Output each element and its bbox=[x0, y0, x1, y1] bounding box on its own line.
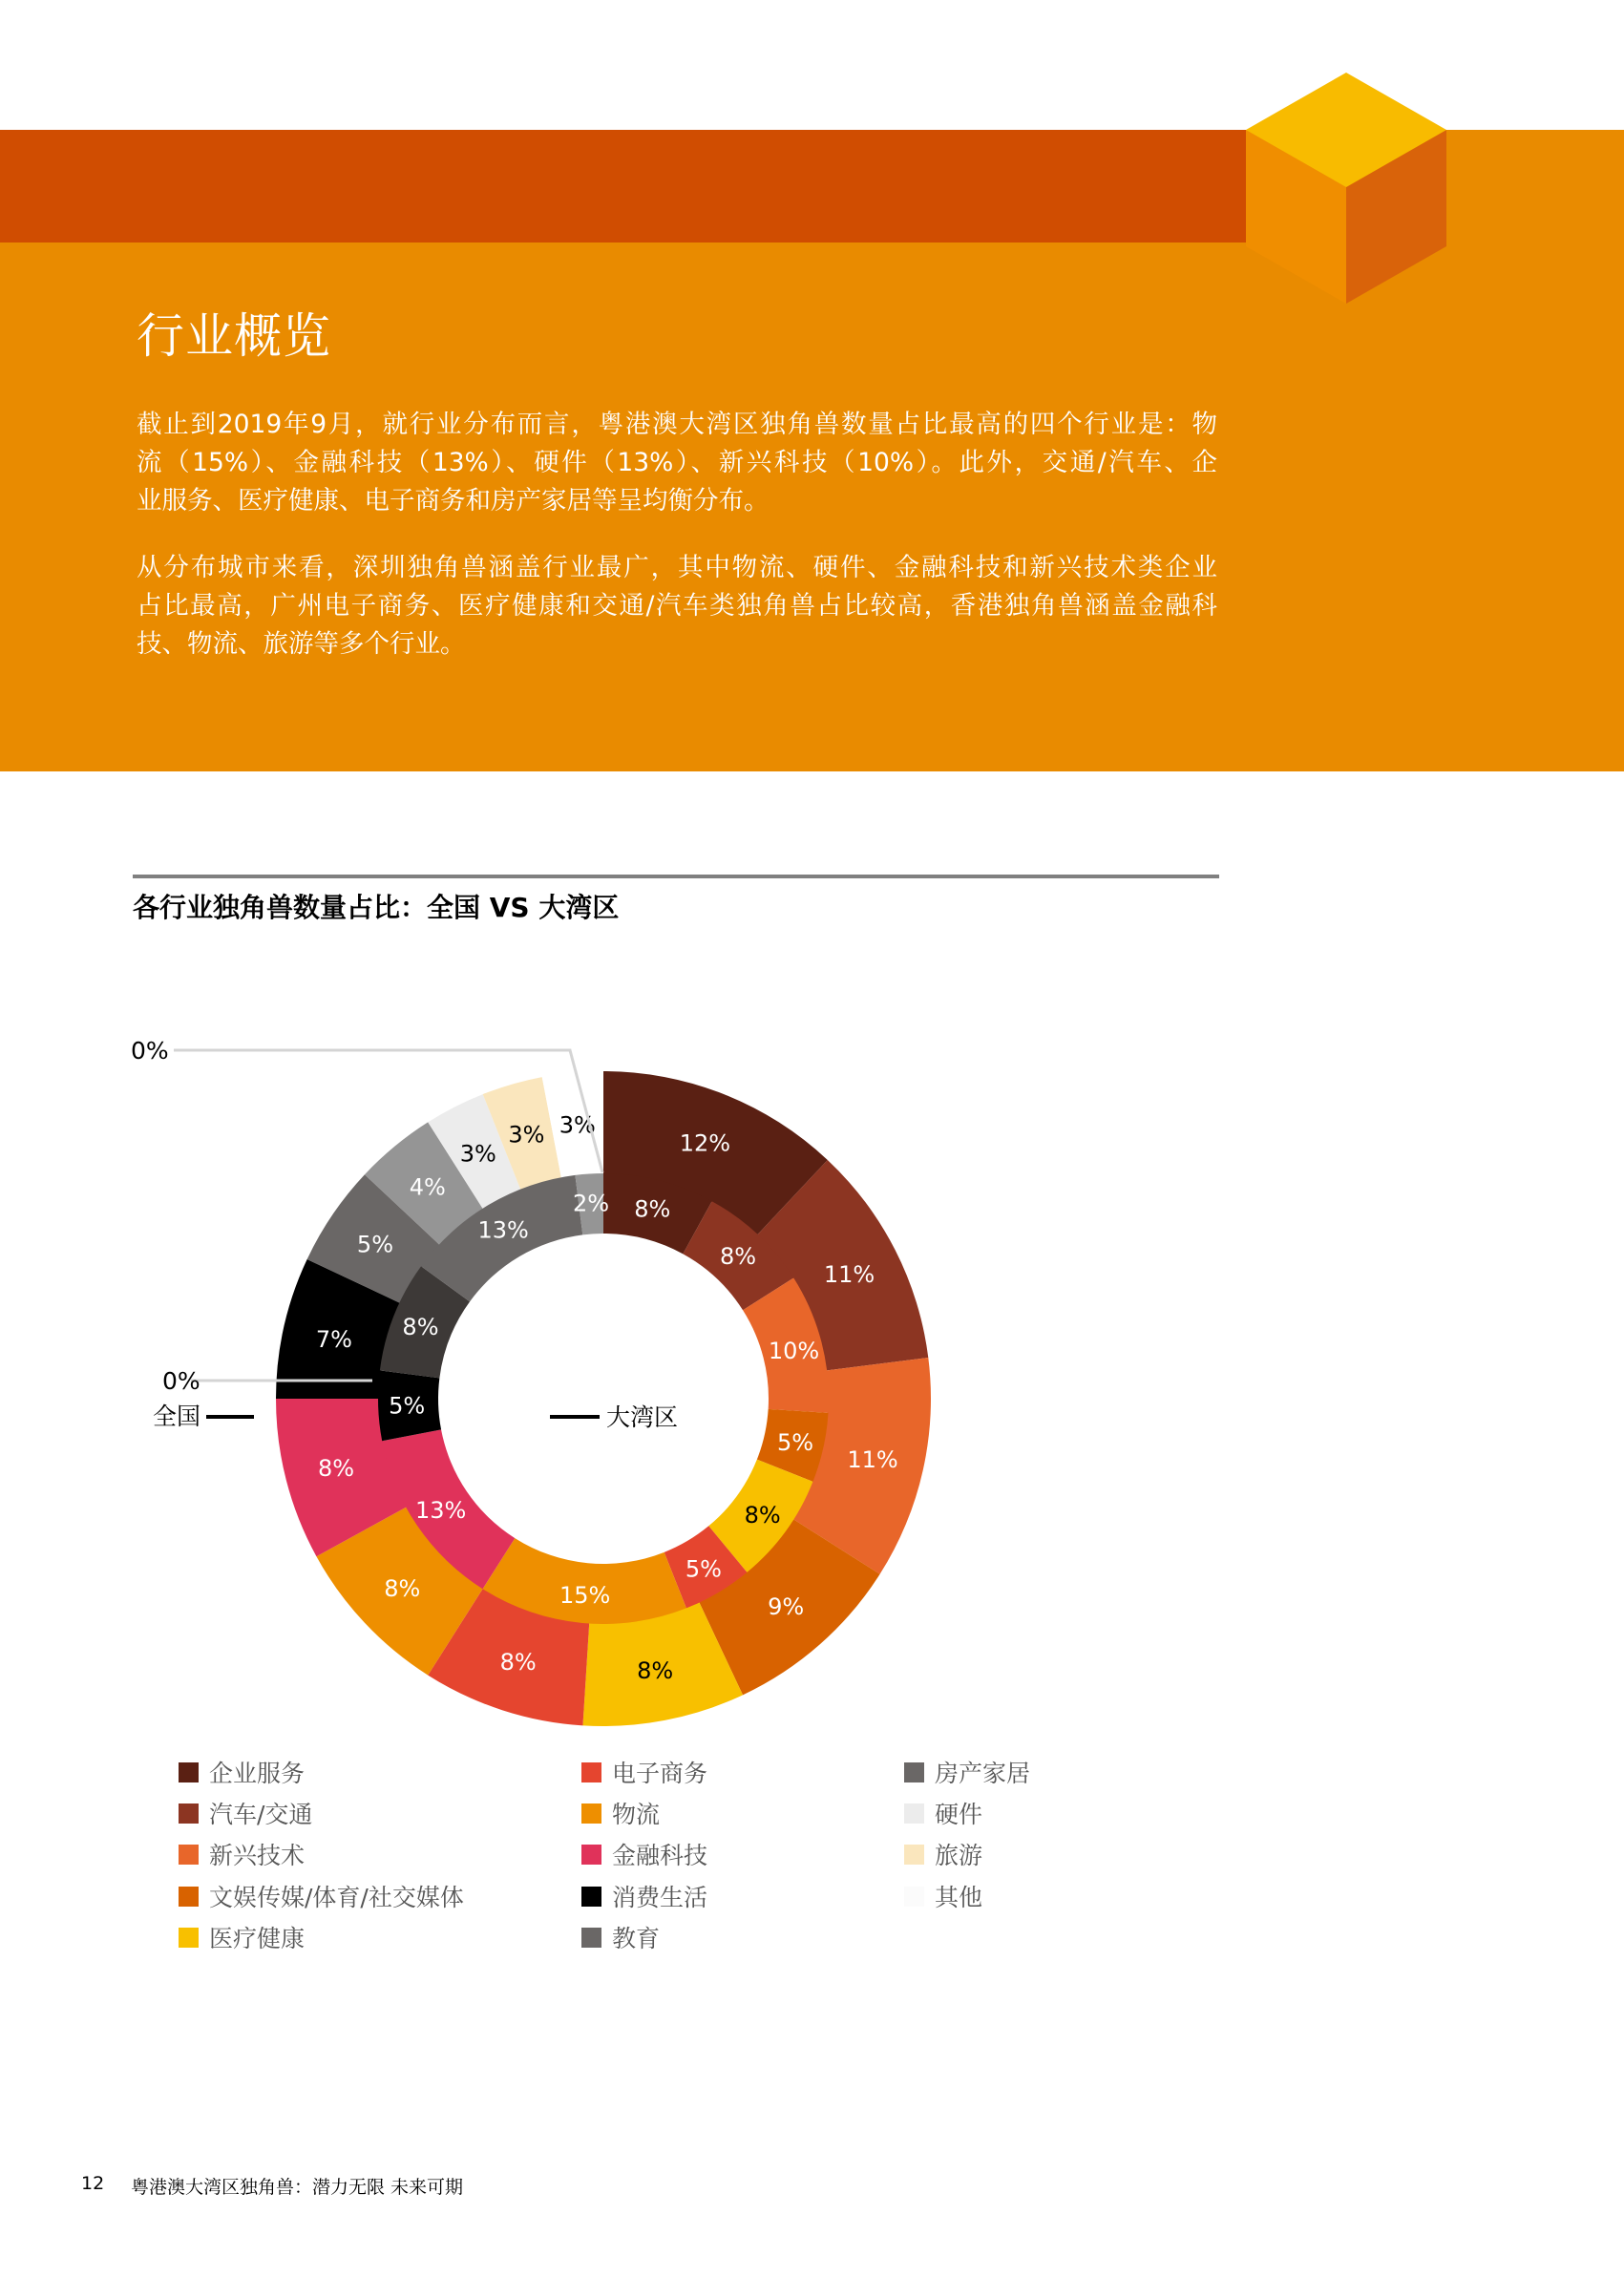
segment-value-label: 3% bbox=[459, 1140, 496, 1168]
segment-value-label: 8% bbox=[744, 1502, 781, 1529]
legend-swatch-icon bbox=[179, 1928, 199, 1948]
legend-swatch-icon bbox=[179, 1887, 199, 1907]
segment-value-label: 10% bbox=[768, 1337, 820, 1364]
legend-item bbox=[581, 1840, 707, 1868]
legend-item bbox=[581, 1882, 707, 1910]
segment-value-label: 13% bbox=[477, 1216, 529, 1244]
legend-label: 金融科技 bbox=[612, 1842, 708, 1869]
legend-item bbox=[179, 1840, 305, 1868]
legend-item bbox=[179, 1882, 464, 1910]
legend-item bbox=[179, 1758, 305, 1786]
segment-value-label: 9% bbox=[768, 1592, 805, 1620]
legend-item bbox=[904, 1882, 982, 1910]
legend-swatch-icon bbox=[581, 1928, 601, 1948]
segment-value-label: 13% bbox=[414, 1496, 467, 1524]
page-number: 12 bbox=[81, 2173, 105, 2194]
legend-label: 电子商务 bbox=[612, 1760, 708, 1787]
bay-area-ring-label: 大湾区 bbox=[606, 1403, 679, 1431]
segment-value-label: 3% bbox=[559, 1111, 596, 1139]
legend-swatch-icon bbox=[904, 1762, 924, 1782]
legend-item bbox=[904, 1799, 982, 1827]
segment-value-label: 5% bbox=[685, 1555, 722, 1583]
legend-swatch-icon bbox=[904, 1803, 924, 1824]
legend-label: 其他 bbox=[935, 1884, 983, 1911]
legend-label: 教育 bbox=[612, 1925, 661, 1952]
segment-value-label: 5% bbox=[776, 1428, 814, 1456]
legend-label: 汽车/交通 bbox=[209, 1801, 313, 1828]
segment-value-label: 3% bbox=[508, 1121, 545, 1149]
legend-swatch-icon bbox=[581, 1803, 601, 1824]
legend-label: 旅游 bbox=[935, 1842, 983, 1869]
legend-label: 医疗健康 bbox=[209, 1925, 306, 1952]
segment-value-label: 5% bbox=[389, 1392, 426, 1420]
legend-swatch-icon bbox=[179, 1845, 199, 1865]
paragraph-line: 从分布城市来看，深圳独角兽涵盖行业最广，其中物流、硬件、金融科技和新兴技术类企业 bbox=[137, 553, 1217, 582]
segment-value-label: 7% bbox=[315, 1325, 352, 1353]
legend-swatch-icon bbox=[581, 1887, 601, 1907]
legend-label: 文娱传媒/体育/社交媒体 bbox=[209, 1884, 464, 1911]
legend-swatch-icon bbox=[904, 1845, 924, 1865]
legend-item bbox=[581, 1758, 707, 1786]
paragraph-line: 流（15%）、金融科技（13%）、硬件（13%）、新兴科技（10%）。此外，交通/汽车、企 bbox=[137, 448, 1217, 477]
legend-item bbox=[581, 1799, 660, 1827]
legend-swatch-icon bbox=[581, 1845, 601, 1865]
legend-label: 企业服务 bbox=[209, 1760, 306, 1787]
outer-ring-national bbox=[276, 1071, 931, 1726]
segment-value-label: 8% bbox=[318, 1454, 355, 1482]
chart-title: 各行业独角兽数量占比：全国 VS 大湾区 bbox=[133, 892, 620, 923]
segment-value-label: 11% bbox=[847, 1446, 898, 1474]
legend-item bbox=[179, 1799, 312, 1827]
ring-legend-national bbox=[153, 1403, 254, 1430]
legend-swatch-icon bbox=[581, 1762, 601, 1782]
segment-value-label: 5% bbox=[356, 1231, 394, 1258]
top-zero-label: 0% bbox=[131, 1037, 169, 1065]
segment-value-label: 8% bbox=[384, 1574, 421, 1602]
legend-swatch-icon bbox=[179, 1803, 199, 1824]
legend-item bbox=[904, 1840, 982, 1868]
legend-item bbox=[904, 1758, 1030, 1786]
inner-ring-bay-area bbox=[378, 1173, 829, 1624]
legend-item bbox=[581, 1923, 660, 1951]
segment-value-label: 8% bbox=[499, 1648, 537, 1676]
paragraph-line: 占比最高，广州电子商务、医疗健康和交通/汽车类独角兽占比较高，香港独角兽涵盖金融科 bbox=[137, 591, 1217, 621]
legend-label: 消费生活 bbox=[612, 1884, 708, 1911]
legend-swatch-icon bbox=[904, 1887, 924, 1907]
publication-title: 粤港澳大湾区独角兽：潜力无限 未来可期 bbox=[131, 2177, 464, 2198]
left-zero-label: 0% bbox=[162, 1367, 200, 1395]
legend-item bbox=[179, 1923, 305, 1951]
segment-value-label: 15% bbox=[559, 1582, 611, 1610]
segment-value-label: 8% bbox=[634, 1195, 671, 1223]
segment-value-label: 8% bbox=[402, 1314, 439, 1341]
ring-legend-bay-area bbox=[550, 1403, 678, 1431]
segment-value-label: 12% bbox=[679, 1129, 731, 1157]
paragraph-line: 截止到2019年9月，就行业分布而言，粤港澳大湾区独角兽数量占比最高的四个行业是：物 bbox=[137, 410, 1217, 439]
legend-label: 硬件 bbox=[935, 1801, 983, 1828]
segment-value-label: 11% bbox=[823, 1260, 875, 1288]
legend-label: 新兴技术 bbox=[209, 1842, 306, 1869]
segment-value-label: 8% bbox=[637, 1656, 674, 1684]
legend-label: 房产家居 bbox=[935, 1760, 1031, 1787]
legend-swatch-icon bbox=[179, 1762, 199, 1782]
segment-value-label: 2% bbox=[573, 1190, 610, 1217]
paragraph-line: 业服务、医疗健康、电子商务和房产家居等呈均衡分布。 bbox=[137, 486, 770, 516]
legend-label: 物流 bbox=[612, 1801, 661, 1828]
segment-value-label: 8% bbox=[719, 1242, 757, 1270]
paragraph-line: 技、物流、旅游等多个行业。 bbox=[137, 629, 466, 659]
segment-value-label: 4% bbox=[409, 1173, 446, 1201]
national-ring-label: 全国 bbox=[153, 1403, 201, 1430]
section-title: 行业概览 bbox=[137, 308, 331, 364]
